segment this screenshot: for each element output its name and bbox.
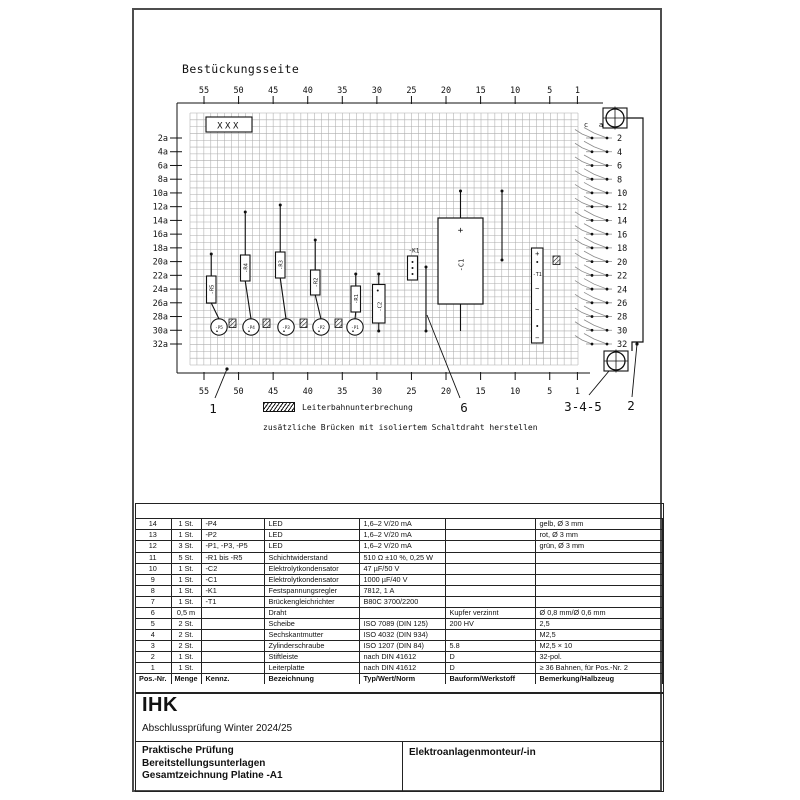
table-cell: 7812, 1 A [360, 586, 446, 596]
pin-dot [606, 329, 609, 332]
led-dot [248, 330, 250, 332]
table-cell: 200 HV [446, 619, 536, 629]
legend-label: Leiterbahnunterbrechung [302, 402, 413, 412]
table-row [135, 540, 664, 551]
table-row [135, 629, 664, 640]
track-interruption [263, 319, 270, 328]
terminal-dot [536, 325, 538, 327]
table-cell [446, 630, 536, 640]
callout-leader [632, 344, 637, 397]
diagram-note: zusätzliche Brücken mit isoliertem Schaltdraht herstellen [263, 423, 538, 432]
pin-number: 18 [617, 244, 628, 255]
column-header: Kennz. [202, 674, 265, 684]
table-row [135, 518, 664, 529]
wire-dot [210, 253, 213, 256]
table-cell: 5.8 [446, 641, 536, 651]
table-cell [446, 564, 536, 574]
component-label: -R4 [243, 263, 250, 273]
table-cell: ISO 1207 (DIN 84) [360, 641, 446, 651]
table-cell: Elektrolytkondensator [265, 564, 360, 574]
row-label: 30a [152, 326, 168, 337]
pin-dot [606, 150, 609, 153]
table-cell: 1 St. [172, 652, 202, 662]
table-header-row [135, 673, 664, 684]
table-cell: Scheibe [265, 619, 360, 629]
pin-dot [412, 273, 414, 275]
col-tick-label: 55 [198, 86, 210, 96]
table-row [135, 529, 664, 540]
table-cell: LED [265, 530, 360, 540]
pin-dot [591, 219, 594, 222]
col-tick-label: 45 [268, 86, 279, 96]
table-cell: -C2 [202, 564, 265, 574]
table-cell: 4 [135, 630, 172, 640]
led-dot [352, 330, 354, 332]
table-cell: Draht [265, 608, 360, 618]
table-cell [446, 553, 536, 563]
component-label: -C2 [377, 301, 384, 312]
row-label: 26a [152, 298, 168, 309]
column-header: Bauform/Werkstoff [446, 674, 536, 684]
table-cell: 1 St. [172, 564, 202, 574]
col-tick-label: 50 [233, 387, 244, 397]
table-cell: 3 St. [172, 541, 202, 551]
table-cell: ISO 4032 (DIN 934) [360, 630, 446, 640]
col-tick-label: 20 [440, 387, 452, 397]
pin-dot [606, 233, 609, 236]
diagram-legend [263, 402, 413, 412]
pcb-diagram [150, 55, 670, 455]
led-dot [216, 330, 218, 332]
wire-dot [279, 204, 282, 207]
table-cell: -T1 [202, 597, 265, 607]
row-label: 16a [152, 230, 168, 241]
pin-dot [591, 274, 594, 277]
table-cell: Leiterplatte [265, 663, 360, 673]
table-row [135, 574, 664, 585]
table-cell: ISO 7089 (DIN 125) [360, 619, 446, 629]
col-tick-label: 30 [371, 387, 382, 397]
table-cell: 2 [135, 652, 172, 662]
table-cell: 3 [135, 641, 172, 651]
table-cell: 1 St. [172, 519, 202, 529]
col-tick-label: 55 [198, 387, 210, 397]
terminal-label: ~ [535, 306, 540, 314]
table-cell: 6 [135, 608, 172, 618]
exam-subtitle: Abschlussprüfung Winter 2024/25 [142, 723, 293, 734]
diagram-title: Bestückungsseite [182, 62, 300, 76]
column-header: Pos.-Nr. [135, 674, 172, 684]
col-tick-label: 1 [574, 387, 580, 397]
pin-dot [591, 205, 594, 208]
component-label: -P1 [351, 325, 359, 331]
wire-dot [354, 273, 357, 276]
document-titles [142, 745, 283, 783]
table-cell: D [446, 652, 536, 662]
marking-box-label: XXX [217, 121, 241, 132]
table-cell: 32-pol. [536, 652, 664, 662]
table-cell [446, 575, 536, 585]
table-cell: 5 [135, 619, 172, 629]
table-cell [202, 663, 265, 673]
pin-number: 30 [617, 326, 628, 337]
col-tick-label: 45 [268, 387, 279, 397]
table-cell: 2,5 [536, 619, 664, 629]
pin-dot [606, 274, 609, 277]
table-cell: nach DIN 41612 [360, 663, 446, 673]
table-cell [536, 575, 664, 585]
pin-dot [591, 192, 594, 195]
pin-dot [591, 260, 594, 263]
table-cell: 11 [135, 553, 172, 563]
col-tick-label: 1 [574, 86, 580, 96]
table-cell: 0,5 m [172, 608, 202, 618]
table-row [135, 563, 664, 574]
table-cell: Brückengleichrichter [265, 597, 360, 607]
pin-dot [412, 267, 414, 269]
pin-dot [606, 246, 609, 249]
doc-title-line: Bereitstellungsunterlagen [142, 757, 266, 769]
wire-dot [501, 259, 504, 262]
wire-dot [244, 211, 247, 214]
pin-number: 8 [617, 175, 623, 186]
table-cell: Zylinderschraube [265, 641, 360, 651]
col-tick-label: 5 [547, 86, 553, 96]
col-tick-label: 20 [440, 86, 452, 96]
led-dot [283, 330, 285, 332]
board-outline [627, 118, 643, 351]
table-row [135, 662, 664, 673]
component-label: -P3 [282, 325, 290, 331]
component-label: -R5 [209, 284, 216, 295]
table-cell: 1 St. [172, 597, 202, 607]
table-cell: Festspannungsregler [265, 586, 360, 596]
table-cell: Ø 0,8 mm/Ø 0,6 mm [536, 608, 664, 618]
org-logo-text: IHK [142, 694, 178, 716]
pin-number: 32 [617, 340, 628, 351]
component-label: -P4 [247, 325, 255, 331]
pin-number: 10 [617, 189, 628, 200]
pin-dot [591, 288, 594, 291]
table-cell: 2 St. [172, 619, 202, 629]
table-cell [202, 608, 265, 618]
table-cell: -R1 bis -R5 [202, 553, 265, 563]
pin-dot [606, 219, 609, 222]
wire-dot [425, 330, 428, 333]
wire-dot [501, 190, 504, 193]
pin-dot [591, 343, 594, 346]
pin-number: 4 [617, 147, 623, 158]
pin-dot [591, 315, 594, 318]
table-cell: Elektrolytkondensator [265, 575, 360, 585]
pin-dot [606, 260, 609, 263]
col-tick-label: 35 [337, 387, 348, 397]
table-cell [360, 608, 446, 618]
pin-dot [591, 150, 594, 153]
track-interruption [300, 319, 307, 328]
table-cell: B80C 3700/2200 [360, 597, 446, 607]
pin-dot [606, 301, 609, 304]
table-cell: M2,5 [536, 630, 664, 640]
table-cell: 12 [135, 541, 172, 551]
pin-dot [591, 233, 594, 236]
table-cell [536, 553, 664, 563]
table-cell: Stiftleiste [265, 652, 360, 662]
table-cell: M2,5 × 10 [536, 641, 664, 651]
table-cell: nach DIN 41612 [360, 652, 446, 662]
component-label: -C1 [457, 258, 466, 272]
table-cell [446, 541, 536, 551]
wire-dot [459, 190, 462, 193]
table-cell [446, 530, 536, 540]
table-row [135, 640, 664, 651]
pin-number: 20 [617, 257, 628, 268]
table-row [135, 618, 664, 629]
table-cell: -C1 [202, 575, 265, 585]
row-label: 10a [152, 188, 168, 199]
pin-number: 12 [617, 202, 628, 213]
row-label: 32a [152, 340, 168, 351]
col-tick-label: 10 [510, 387, 521, 397]
col-tick-label: 40 [302, 387, 313, 397]
terminal-label: + [535, 250, 540, 258]
row-label: 24a [152, 285, 168, 296]
table-cell: -P2 [202, 530, 265, 540]
table-row [135, 585, 664, 596]
table-cell: 1 St. [172, 663, 202, 673]
table-cell [536, 597, 664, 607]
table-cell: 1 St. [172, 575, 202, 585]
table-cell [202, 652, 265, 662]
wire [245, 281, 251, 319]
table-row [135, 607, 664, 618]
table-cell: 9 [135, 575, 172, 585]
table-cell: 8 [135, 586, 172, 596]
table-cell: 14 [135, 519, 172, 529]
pin-column-label: a [598, 121, 604, 129]
table-cell: 1 [135, 663, 172, 673]
table-cell: -P1, -P3, -P5 [202, 541, 265, 551]
table-cell [536, 586, 664, 596]
table-cell: -P4 [202, 519, 265, 529]
row-label: 20a [152, 257, 168, 268]
column-header: Typ/Wert/Norm [360, 674, 446, 684]
table-cell [202, 619, 265, 629]
wire-dot [377, 273, 380, 276]
doc-title-line: Praktische Prüfung [142, 745, 234, 756]
table-cell: gelb, Ø 3 mm [536, 519, 664, 529]
row-label: 8a [157, 175, 168, 186]
pin-dot [606, 137, 609, 140]
col-tick-label: 40 [302, 86, 313, 96]
pin-number: 22 [617, 271, 628, 282]
row-label: 12a [152, 202, 168, 213]
pin-dot [606, 164, 609, 167]
table-cell: 47 µF/50 V [360, 564, 446, 574]
col-tick-label: 25 [406, 86, 417, 96]
table-cell: rot, Ø 3 mm [536, 530, 664, 540]
pin-dot [591, 137, 594, 140]
table-cell: 1000 µF/40 V [360, 575, 446, 585]
callout-label: 2 [627, 398, 635, 413]
table-cell: grün, Ø 3 mm [536, 541, 664, 551]
table-cell: 2 St. [172, 630, 202, 640]
table-cell: 1,6–2 V/20 mA [360, 530, 446, 540]
pin-number: 14 [617, 216, 628, 227]
table-cell: D [446, 663, 536, 673]
led-dot [318, 330, 320, 332]
callout-label: 3-4-5 [564, 399, 602, 414]
wire [315, 295, 321, 319]
pin-dot [606, 178, 609, 181]
pin-dot [591, 246, 594, 249]
table-row [135, 552, 664, 563]
column-header: Menge [172, 674, 202, 684]
pin-dot [591, 164, 594, 167]
component-label: -P5 [215, 325, 223, 331]
track-interruption [229, 319, 236, 328]
table-cell [446, 586, 536, 596]
callout-label: 1 [209, 401, 217, 416]
row-label: 22a [152, 271, 168, 282]
pin-number: 2 [617, 134, 623, 145]
pin-dot [591, 301, 594, 304]
track-interruption-swatch [263, 402, 295, 412]
polarity-plus: + [457, 226, 464, 236]
table-cell: Sechskantmutter [265, 630, 360, 640]
pin-dot [606, 205, 609, 208]
pin-dot [606, 315, 609, 318]
terminal-label: ~ [535, 285, 540, 293]
table-cell [446, 519, 536, 529]
component-label: -R2 [313, 277, 320, 288]
wire-dot [425, 266, 428, 269]
pin-number: 24 [617, 285, 628, 296]
table-cell: 1,6–2 V/20 mA [360, 519, 446, 529]
table-cell: 2 St. [172, 641, 202, 651]
table-cell: ≥ 36 Bahnen, für Pos.-Nr. 2 [536, 663, 664, 673]
wire-dot [377, 330, 380, 333]
pin-number: 16 [617, 230, 628, 241]
pin-dot [591, 178, 594, 181]
pin-number: 6 [617, 161, 623, 172]
pin-column-label: c [583, 121, 589, 129]
title-block-divider [135, 741, 664, 742]
wire [280, 278, 286, 319]
column-header: Bemerkung/Halbzeug [536, 674, 664, 684]
table-cell: LED [265, 519, 360, 529]
table-cell [202, 630, 265, 640]
col-tick-label: 15 [475, 86, 486, 96]
title-block-vdivider [402, 741, 403, 792]
col-tick-label: 50 [233, 86, 244, 96]
terminal-label: -T1 [532, 272, 542, 278]
row-label: 18a [152, 243, 168, 254]
table-cell: 5 St. [172, 553, 202, 563]
polarity-dot [377, 290, 379, 292]
table-cell: 10 [135, 564, 172, 574]
table-cell [536, 564, 664, 574]
table-cell [446, 597, 536, 607]
row-label: 28a [152, 312, 168, 323]
terminal-label: − [535, 334, 540, 342]
table-cell: 1 St. [172, 586, 202, 596]
row-label: 6a [157, 161, 168, 172]
profession-label: Elektroanlagenmonteur/-in [409, 747, 536, 758]
col-tick-label: 10 [510, 86, 521, 96]
callout-label: 6 [460, 400, 468, 415]
row-label: 2a [157, 134, 168, 144]
table-cell: LED [265, 541, 360, 551]
col-tick-label: 15 [475, 387, 486, 397]
component-label: -P2 [317, 325, 325, 331]
component-label: -R3 [278, 260, 285, 270]
table-cell: -K1 [202, 586, 265, 596]
pin-dot [412, 261, 414, 263]
col-tick-label: 5 [547, 387, 553, 397]
table-cell: 13 [135, 530, 172, 540]
callout-leader [427, 315, 460, 398]
pin-dot [606, 343, 609, 346]
table-cell: 510 Ω ±10 %, 0,25 W [360, 553, 446, 563]
table-cell: 7 [135, 597, 172, 607]
table-cell: 1,6–2 V/20 mA [360, 541, 446, 551]
doc-title-line: Gesamtzeichnung Platine -A1 [142, 770, 283, 781]
pin-number: 28 [617, 312, 628, 323]
table-cell: 1 St. [172, 530, 202, 540]
wire [355, 312, 356, 319]
component-label: -K1 [408, 247, 420, 255]
track-interruption [553, 256, 560, 265]
pin-dot [606, 288, 609, 291]
pin-dot [606, 192, 609, 195]
table-cell: Kupfer verzinnt [446, 608, 536, 618]
pin-number: 26 [617, 298, 628, 309]
table-cell: Schichtwiderstand [265, 553, 360, 563]
terminal-dot [536, 261, 538, 263]
callout-leader [589, 371, 609, 395]
col-tick-label: 30 [371, 86, 382, 96]
track-interruption [335, 319, 342, 328]
callout-dot [225, 367, 228, 370]
pin-dot [591, 329, 594, 332]
col-tick-label: 25 [406, 387, 417, 397]
callout-dot [635, 342, 638, 345]
table-cell [202, 641, 265, 651]
component-label: -R1 [353, 294, 360, 304]
table-row [135, 596, 664, 607]
row-label: 4a [157, 147, 168, 158]
row-label: 14a [152, 216, 168, 227]
wire-dot [314, 239, 317, 242]
col-tick-label: 35 [337, 86, 348, 96]
column-header: Bezeichnung [265, 674, 360, 684]
table-row [135, 651, 664, 662]
